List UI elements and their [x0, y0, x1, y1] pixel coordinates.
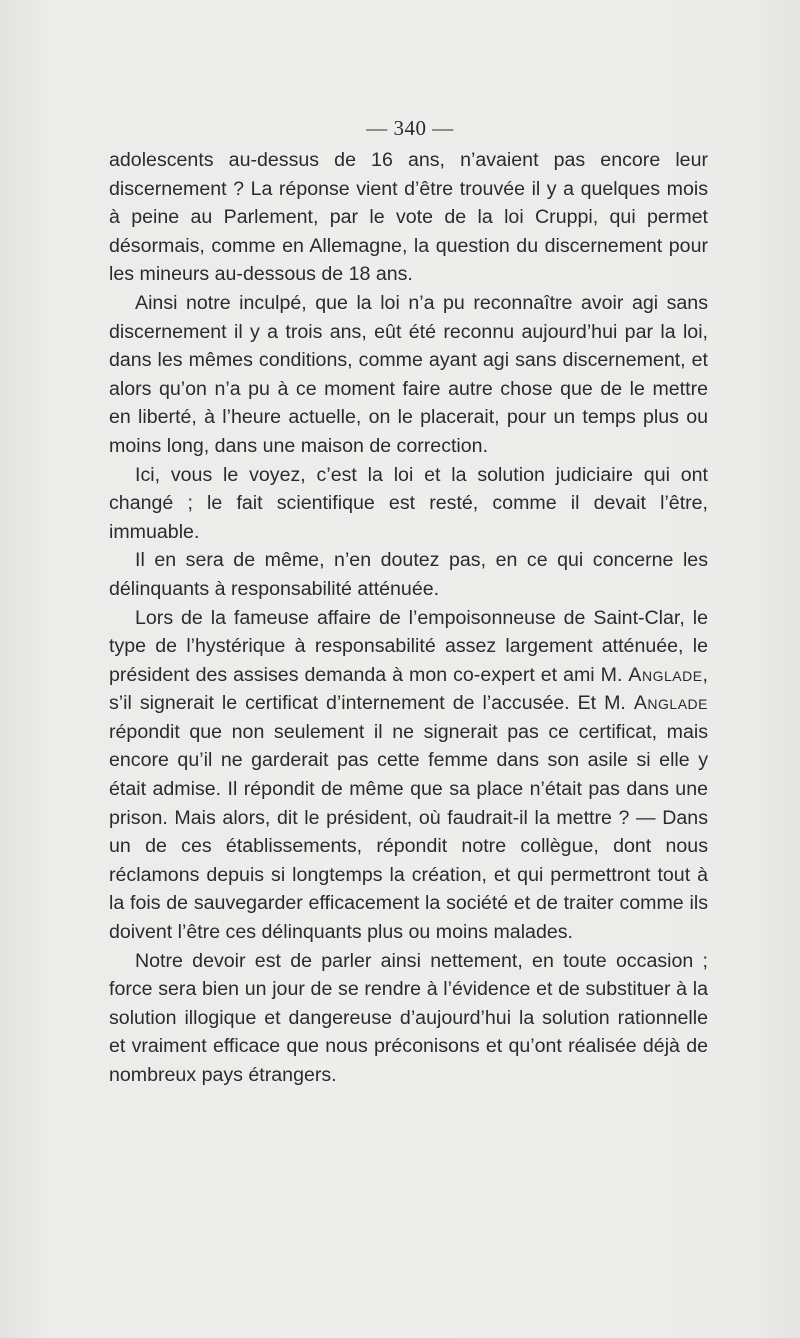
- paragraph-continuation: adolescents au-dessus de 16 ans, n’avaient pas encore leur discernement ? La réponse vient d’être trouvée il y a quelques mois à peine au Parlement, par le vote de la loi Cruppi, qui permet désormais, comme en Allemagne, la question du discernement pour les mineurs au-dessous de 18 ans.: [109, 149, 708, 286]
- paragraph-conclusion: Notre devoir est de parler ainsi nettement, en toute occasion ; force sera bien un jour de se rendre à l’évidence et de substituer à la solution illogique et dangereuse d’aujourd’hui la solution rationnelle et vraiment efficace que nous préconisons et qu’ont réalisée déjà de nombreux pays étrangers.: [109, 949, 708, 1086]
- author-name-anglade: Anglade: [633, 692, 708, 715]
- paragraph-text-segment: , s’il signerait le certificat d’internement de l’accusée. Et M.: [109, 663, 708, 715]
- paragraph-text-segment: Lors de la fameuse affaire de l’empoisonneuse de Saint-Clar, le type de l’hystérique à responsabilité assez largement atténuée, le président des assises demanda à mon co-expert et ami M.: [109, 606, 708, 686]
- author-name-anglade: Anglade: [628, 663, 703, 686]
- paragraph-loi-changee: Ici, vous le voyez, c’est la loi et la solution judiciaire qui ont changé ; le fait scientifique est resté, comme il devait l’être, immuable.: [109, 463, 708, 543]
- paragraph-delinquants: Il en sera de même, n’en doutez pas, en ce qui concerne les délinquants à responsabilité atténuée.: [109, 549, 708, 600]
- paragraph-affaire-saint-clar: [109, 604, 708, 947]
- page-number: — 340 —: [366, 116, 454, 140]
- paragraph-inculpe: Ainsi notre inculpé, que la loi n’a pu reconnaître avoir agi sans discernement il y a trois ans, eût été reconnu aujourd’hui par la loi, dans les mêmes conditions, comme ayant agi sans discernement, et alors qu’on n’a pu à ce moment faire autre chose que de le mettre en liberté, à l’heure actuelle, on le placerait, pour un temps plus ou moins long, dans une maison de correction.: [109, 291, 708, 457]
- paragraph-text-segment: répondit que non seulement il ne signerait pas ce certificat, mais encore qu’il ne garderait pas cette femme dans son asile si elle y était admise. Il répondit de même que sa place n’était pas dans une prison. Mais alors, dit le président, où faudrait-il la mettre ? — Dans un de ces établissements, répondit notre collègue, dont nous réclamons depuis si longtemps la création, et qui permettront tout à la fois de sauvegarder efficacement la société et de traiter comme ils doivent l’être ces délinquants plus ou moins malades.: [109, 720, 708, 944]
- body-text: [109, 146, 708, 1090]
